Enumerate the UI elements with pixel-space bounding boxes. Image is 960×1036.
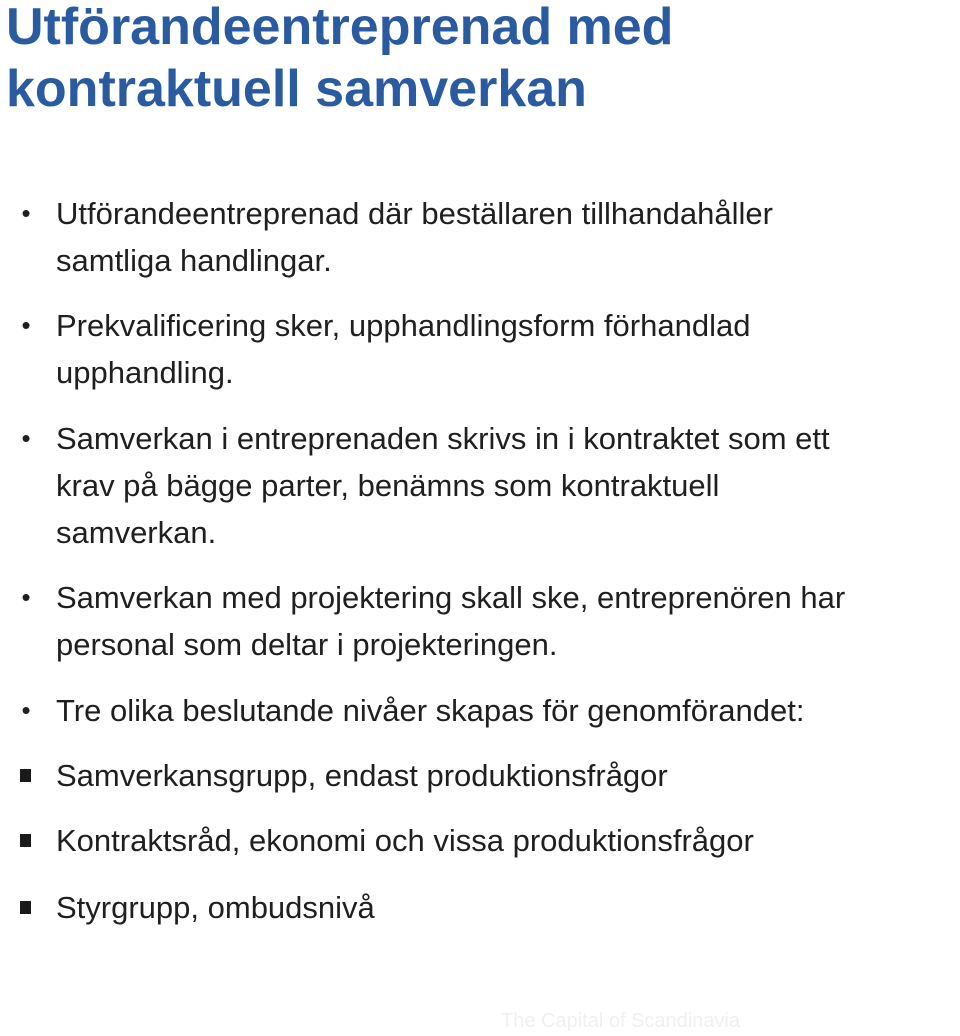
bullet-item (0, 302, 960, 396)
bullet-text: Prekvalificering sker, upphandlingsform förhandlad upphandling. (56, 308, 751, 390)
bullet-item (0, 190, 960, 284)
bullet-text: Styrgrupp, ombudsnivå (56, 890, 375, 925)
slide-title: Utförandeentreprenad med kontraktuell samverkan (6, 0, 674, 118)
bullet-item (0, 574, 960, 668)
bullet-text: Samverkan med projektering skall ske, entreprenören har personal som deltar i projekteringen. (56, 580, 846, 662)
sub-bullet-item (0, 752, 960, 799)
sub-bullet-item (0, 884, 960, 931)
bullet-dot-icon: • (21, 310, 31, 340)
bullet-text: Kontraktsråd, ekonomi och vissa produktionsfrågor (56, 823, 754, 858)
bullet-text: Samverkan i entreprenaden skrivs in i kontraktet som ett krav på bägge parter, benämns som kontraktuell samverkan. (56, 421, 830, 550)
sub-bullet-item (0, 817, 960, 864)
bullet-dot-icon: • (21, 695, 31, 725)
footer-tagline: The Capital of Scandinavia (501, 1010, 741, 1032)
bullet-text: Tre olika beslutande nivåer skapas för genomförandet: (56, 693, 805, 728)
bullet-text: Utförandeentreprenad där beställaren tillhandahåller samtliga handlingar. (56, 196, 773, 278)
bullet-item (0, 415, 960, 556)
bullet-dot-icon: • (21, 423, 31, 453)
bullet-text: Samverkansgrupp, endast produktionsfrågor (56, 758, 668, 793)
bullet-item (0, 687, 960, 734)
bullet-dot-icon: • (21, 198, 31, 228)
bullet-dot-icon: • (21, 582, 31, 612)
